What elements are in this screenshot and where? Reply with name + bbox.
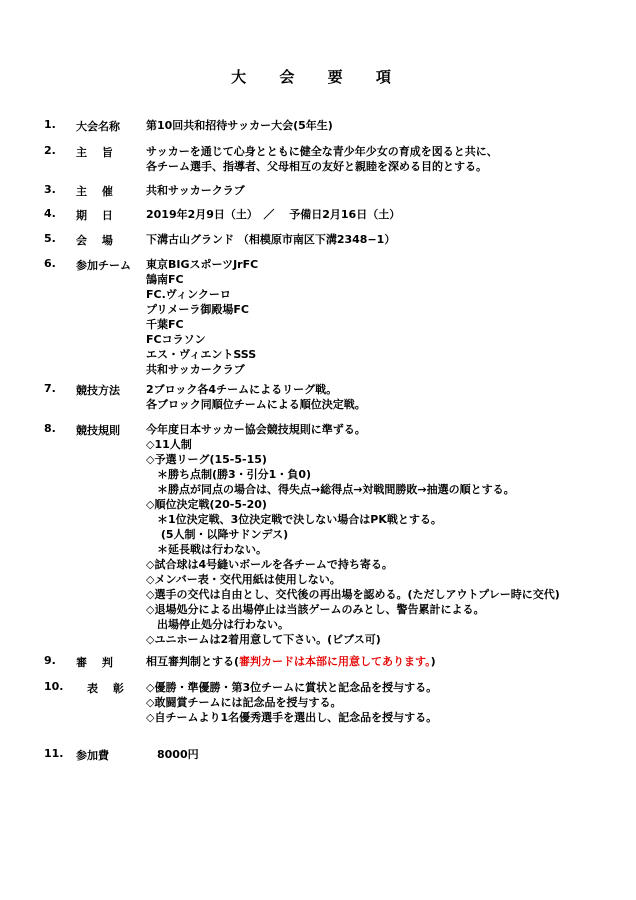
body-line: 2019年2月9日（土） ／ 予備日2月16日（土） bbox=[146, 208, 401, 221]
section-body bbox=[146, 183, 616, 198]
team-item: FCコラソン bbox=[146, 333, 206, 346]
rule-line: ＊勝ち点制(勝3・引分1・負0) bbox=[146, 468, 312, 481]
rule-line: ◇順位決定戦(20-5-20) bbox=[146, 498, 267, 511]
rule-line: ◇予選リーグ(15-5-15) bbox=[146, 453, 267, 466]
rules-list bbox=[146, 422, 616, 647]
rule-line: ◇11人制 bbox=[146, 438, 192, 451]
section-body bbox=[146, 654, 616, 669]
rule-line: 今年度日本サッカー協会競技規則に準ずる。 bbox=[146, 423, 366, 436]
awards-list bbox=[146, 680, 616, 725]
rule-line: ◇試合球は4号縫いボールを各チームで持ち寄る。 bbox=[146, 558, 393, 571]
body-line: 共和サッカークラブ bbox=[146, 184, 245, 197]
section-body bbox=[146, 207, 616, 222]
rule-line: ◇ユニホームは2着用意して下さい。(ビブス可) bbox=[146, 633, 381, 646]
section-number: 2. bbox=[44, 144, 56, 157]
team-item: 東京BIGスポーツJrFC bbox=[146, 258, 259, 271]
page-title: 大 会 要 項 bbox=[231, 68, 405, 86]
body-line: 第10回共和招待サッカー大会(5年生) bbox=[146, 119, 333, 132]
section-body bbox=[146, 144, 616, 174]
section-body bbox=[146, 747, 616, 762]
section-label: 期 日 bbox=[76, 209, 113, 222]
body-line: 2ブロック各4チームによるリーグ戦。 bbox=[146, 383, 338, 396]
section-number: 5. bbox=[44, 232, 56, 245]
body-line: サッカーを通じて心身とともに健全な青少年少女の育成を図ると共に、 bbox=[146, 145, 498, 158]
rule-line: 出場停止処分は行わない。 bbox=[146, 618, 289, 631]
body-line: 各ブロック同順位チームによる順位決定戦。 bbox=[146, 398, 366, 411]
section-label: 審 判 bbox=[76, 656, 113, 669]
section-number: 11. bbox=[44, 747, 64, 760]
referee-note-red: 審判カードは本部に用意してあります。 bbox=[239, 655, 431, 668]
section-body bbox=[146, 118, 616, 133]
body-line: 各チーム選手、指導者、父母相互の友好と親睦を深める目的とする。 bbox=[146, 160, 487, 173]
section-number: 8. bbox=[44, 422, 56, 435]
section-number: 9. bbox=[44, 654, 56, 667]
rule-line: ◇退場処分による出場停止は当該ゲームのみとし、警告累計による。 bbox=[146, 603, 485, 616]
section-label: 参加チーム bbox=[76, 259, 131, 272]
body-line bbox=[146, 654, 616, 669]
fee-amount: 8000円 bbox=[146, 748, 199, 761]
team-item: 鵠南FC bbox=[146, 273, 184, 286]
section-label: 主 旨 bbox=[76, 146, 113, 159]
rule-line: ＊延長戦は行わない。 bbox=[146, 543, 267, 556]
section-label: 参加費 bbox=[76, 749, 109, 762]
body-line: 下溝古山グランド （相模原市南区下溝2348−1） bbox=[146, 233, 396, 246]
section-number: 4. bbox=[44, 207, 56, 220]
section-label: 競技規則 bbox=[76, 424, 120, 437]
team-item: FC.ヴィンクーロ bbox=[146, 288, 231, 301]
section-number: 6. bbox=[44, 257, 56, 270]
rule-line: (5人制・以降サドンデス) bbox=[146, 528, 289, 541]
section-label: 会 場 bbox=[76, 234, 113, 247]
section-number: 1. bbox=[44, 118, 56, 131]
rule-line: ◇選手の交代は自由とし、交代後の再出場を認める。(ただしアウトプレー時に交代) bbox=[146, 588, 560, 601]
team-item: 千葉FC bbox=[146, 318, 184, 331]
referee-text-end: ) bbox=[430, 655, 436, 668]
award-line: ◇敢闘賞チームには記念品を授与する。 bbox=[146, 696, 342, 709]
section-number: 10. bbox=[44, 680, 64, 693]
rule-line: ＊勝点が同点の場合は、得失点→総得点→対戦間勝敗→抽選の順とする。 bbox=[146, 483, 515, 496]
section-number: 7. bbox=[44, 382, 56, 395]
section-body bbox=[146, 382, 616, 412]
section-label: 大会名称 bbox=[76, 120, 120, 133]
section-label: 競技方法 bbox=[76, 384, 120, 397]
award-line: ◇自チームより1名優秀選手を選出し、記念品を授与する。 bbox=[146, 711, 438, 724]
award-line: ◇優勝・準優勝・第3位チームに賞状と記念品を授与する。 bbox=[146, 681, 438, 694]
team-item: 共和サッカークラブ bbox=[146, 363, 245, 376]
section-label: 表 彰 bbox=[76, 682, 124, 695]
referee-text: 相互審判制とする( bbox=[146, 655, 240, 668]
section-label: 主 催 bbox=[76, 185, 113, 198]
section-number: 3. bbox=[44, 183, 56, 196]
team-item: エス・ヴィエントSSS bbox=[146, 348, 257, 361]
team-item: プリメーラ御殿場FC bbox=[146, 303, 249, 316]
team-list bbox=[146, 257, 616, 377]
rule-line: ◇メンバー表・交代用紙は使用しない。 bbox=[146, 573, 341, 586]
section-body bbox=[146, 232, 616, 247]
rule-line: ＊1位決定戦、3位決定戦で決しない場合はPK戦とする。 bbox=[146, 513, 442, 526]
